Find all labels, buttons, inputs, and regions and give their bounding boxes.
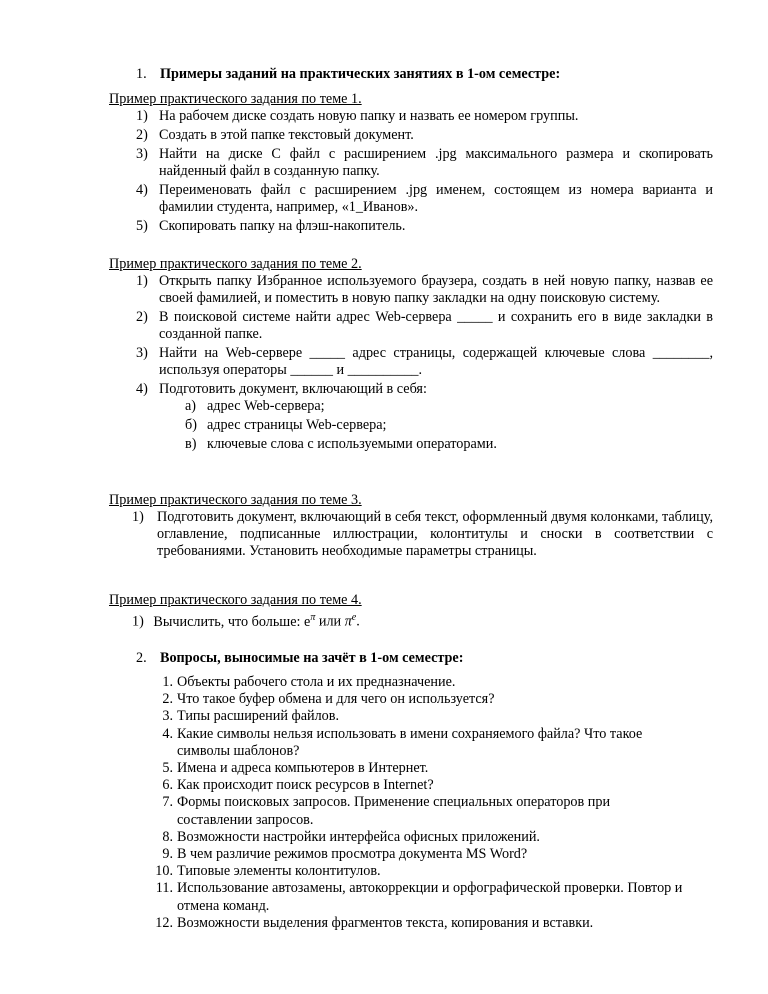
list-item: 1) Подготовить документ, включающий в себя текст, оформленный двумя колонками, таблицу, оглавление, подписанные иллюстрации, колонтитулы и сноски в соответствии с требованиями. Установить необходимые параметры страницы. bbox=[132, 509, 713, 560]
sublist-item: в) ключевые слова с используемыми операторами. bbox=[185, 435, 497, 452]
topic-2-sublist bbox=[159, 398, 713, 453]
topic-3-list bbox=[107, 509, 713, 562]
list-item: 2) Создать в этой папке текстовый документ. bbox=[136, 126, 414, 143]
topic-3-heading: Пример практического задания по теме 3. bbox=[109, 492, 362, 508]
question-item: 7. Формы поисковых запросов. Применение специальных операторов при составлении запросов. bbox=[162, 794, 611, 828]
formula-exponent-e: e bbox=[351, 612, 357, 623]
topic-2-list bbox=[109, 273, 713, 455]
section-2-title: Вопросы, выносимые на зачёт в 1-ом семестре: bbox=[160, 650, 464, 666]
list-item: 2) В поисковой системе найти адрес Web-сервера _____ и сохранить его в виде закладки в созданной папке. bbox=[136, 309, 713, 343]
question-item: 9. В чем различие режимов просмотра документа MS Word? bbox=[162, 846, 528, 863]
question-item: 6. Как происходит поиск ресурсов в Internet? bbox=[162, 777, 434, 794]
formula-exponent-pi: π bbox=[310, 612, 316, 623]
question-item: 10. Типовые элементы колонтитулов. bbox=[155, 863, 381, 880]
question-item: 3. Типы расширений файлов. bbox=[162, 708, 339, 725]
sublist-item: б) адрес страницы Web-сервера; bbox=[185, 417, 387, 433]
section-1-title: Примеры заданий на практических занятиях в 1-ом семестре: bbox=[160, 66, 561, 82]
question-item: 1. Объекты рабочего стола и их предназначение. bbox=[162, 674, 456, 690]
section-2-number: 2. bbox=[136, 650, 147, 666]
question-item: 11. Использование автозамены, автокоррекции и орфографической проверки. Повтор и отмена команд. bbox=[155, 880, 683, 914]
sublist-item: а) адрес Web-сервера; bbox=[185, 398, 325, 415]
question-item: 2. Что такое буфер обмена и для чего он используется? bbox=[162, 691, 495, 708]
question-item: 4. Какие символы нельзя использовать в имени сохраняемого файла? Что такое символы шаблонов? bbox=[162, 725, 643, 759]
list-item: 1) На рабочем диске создать новую папку и назвать ее номером группы. bbox=[136, 108, 579, 124]
list-item: 3) Найти на Web-сервере _____ адрес страницы, содержащей ключевые слова ________, используя операторы ______ и __________. bbox=[136, 345, 713, 379]
section-1-heading bbox=[136, 66, 560, 83]
list-item: 5) Скопировать папку на флэш-накопитель. bbox=[136, 217, 406, 234]
topic-4-item-number: 1) bbox=[132, 613, 144, 630]
topic-2-heading: Пример практического задания по теме 2. bbox=[109, 256, 362, 272]
topic-1-heading: Пример практического задания по теме 1. bbox=[109, 91, 362, 107]
list-item: 4) Переименовать файл с расширением .jpg именем, состоящем из номера варианта и фамилии студента, например, «1_Иванов». bbox=[136, 181, 713, 215]
section-2-heading bbox=[136, 650, 463, 667]
topic-4-heading: Пример практического задания по теме 4. bbox=[109, 592, 362, 608]
topic-1-list bbox=[109, 108, 713, 236]
section-1-number: 1. bbox=[136, 66, 147, 82]
list-item: 1) Открыть папку Избранное используемого браузера, создать в ней новую папку, назвав ее своей фамилией, и поместить в новую папку закладки на одну поисковую систему. bbox=[136, 273, 713, 307]
topic-4-item: 1) Вычислить, что больше: $e^\pi$ или $\pi^e$. bbox=[132, 612, 360, 630]
question-item: 12. Возможности выделения фрагментов текста, копирования и вставки. bbox=[155, 914, 594, 931]
list-item: 3) Найти на диске С файл с расширением .jpg максимального размера и скопировать найденный файл в созданную папку. bbox=[136, 145, 713, 179]
question-item: 5. Имена и адреса компьютеров в Интернет. bbox=[162, 760, 429, 777]
question-item: 8. Возможности настройки интерфейса офисных приложений. bbox=[162, 828, 540, 845]
list-item: 4) Подготовить документ, включающий в себя: а) адрес Web-сервера; б) адрес страницы Web-сервера; в) ключевые слова с используемыми операторами. bbox=[109, 381, 713, 453]
questions-list bbox=[157, 674, 687, 932]
formula-pi: π bbox=[344, 613, 352, 630]
